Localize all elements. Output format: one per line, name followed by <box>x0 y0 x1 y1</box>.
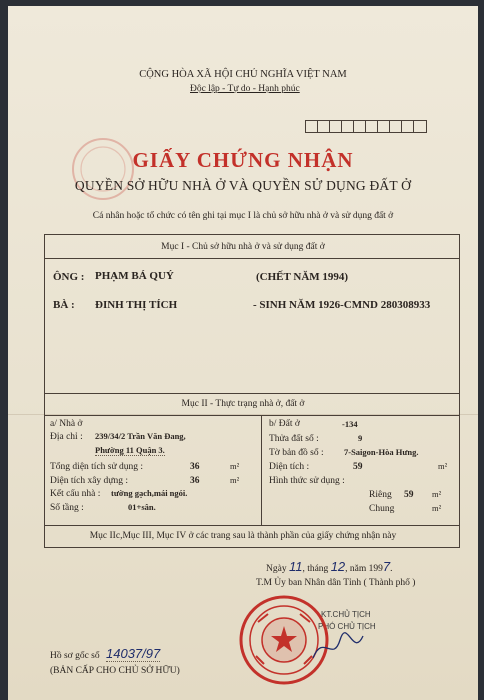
file-number: Hồ sơ gốc số 14037/97 <box>50 646 161 661</box>
private-unit: m² <box>432 489 442 499</box>
usage-label: Hình thức sử dụng : <box>269 476 345 486</box>
house-title: a/ Nhà ở <box>50 419 83 429</box>
divider <box>44 525 460 526</box>
country-header: CỘNG HÒA XÃ HỘI CHỦ NGHĨA VIỆT NAM <box>139 69 347 80</box>
map-value: 7-Saigon-Hòa Hưng. <box>344 447 419 457</box>
section1-heading: Mục I - Chủ sở hữu nhà ở và sử dụng đất ở <box>161 242 325 252</box>
land-area-label: Diện tích : <box>269 462 310 472</box>
footer-note: Mục IIc,Mục III, Mục IV ở các trang sau là thành phần của giấy chứng nhận này <box>89 531 397 541</box>
owner2-note: - SINH NĂM 1926-CMND 280308933 <box>253 299 431 311</box>
owner1-note: (CHẾT NĂM 1994) <box>256 271 349 283</box>
divider <box>44 415 460 416</box>
build-area-unit: m² <box>230 475 240 485</box>
total-area-label: Tổng diện tích sử dụng : <box>50 462 144 472</box>
land-area-unit: m² <box>438 461 448 471</box>
floors-value: 01+sân. <box>128 502 156 512</box>
land-title-value: -134 <box>342 419 358 429</box>
motto: Độc lập - Tự do - Hạnh phúc <box>190 84 300 94</box>
column-divider <box>261 415 262 525</box>
shared-label: Chung <box>369 504 395 514</box>
map-label: Tờ bản đồ số : <box>269 448 324 458</box>
private-label: Riêng <box>369 490 392 500</box>
total-area-unit: m² <box>230 461 240 471</box>
total-area-value: 36 <box>190 462 200 472</box>
document-subtitle: QUYỀN SỞ HỮU NHÀ Ở VÀ QUYỀN SỬ DỤNG ĐẤT Ở <box>74 178 412 193</box>
document-title: GIẤY CHỨNG NHẬN <box>132 148 354 172</box>
owner2-name: ĐINH THỊ TÍCH <box>95 299 178 311</box>
authority: T.M Ủy ban Nhân dân Tỉnh ( Thành phố ) <box>256 578 416 588</box>
build-area-value: 36 <box>190 476 200 486</box>
land-area-value: 59 <box>353 462 363 472</box>
land-title: b/ Đất ở <box>269 419 300 429</box>
shared-unit: m² <box>432 503 442 513</box>
owner1-prefix: ÔNG : <box>53 271 85 283</box>
copy-note: (BẢN CẤP CHO CHỦ SỞ HỮU) <box>50 666 180 676</box>
divider <box>44 258 460 259</box>
parcel-label: Thửa đất số : <box>269 434 319 444</box>
address-line1: 239/34/2 Trần Văn Đang, <box>95 431 186 441</box>
parcel-value: 9 <box>358 433 363 443</box>
structure-label: Kết cấu nhà : <box>50 489 101 499</box>
intro-text: Cá nhân hoặc tổ chức có tên ghi tại mục I là chủ sở hữu nhà ở và sử dụng đất ở <box>92 211 394 221</box>
owner1-name: PHẠM BÁ QUÝ <box>95 270 174 282</box>
signer-title: KT.CHỦ TỊCH <box>321 610 371 619</box>
signature <box>308 628 368 668</box>
floors-label: Số tầng : <box>50 503 84 513</box>
section2-heading: Mục II - Thực trạng nhà ở, đất ở <box>181 399 305 409</box>
address-label: Địa chỉ : <box>50 432 83 442</box>
signer-subtitle: PHÓ CHỦ TỊCH <box>318 622 376 631</box>
owner2-prefix: BÀ : <box>53 299 75 311</box>
structure-value: tường gạch,mái ngói. <box>111 488 188 498</box>
issue-date: Ngày 11, tháng 12, năm 1997. <box>266 559 393 574</box>
build-area-label: Diện tích xây dựng : <box>50 476 128 486</box>
serial-number-boxes <box>305 120 425 132</box>
address-line2: Phường 11 Quận 3. <box>95 445 165 455</box>
certificate-page <box>8 6 478 700</box>
divider <box>44 393 460 394</box>
private-value: 59 <box>404 490 414 500</box>
